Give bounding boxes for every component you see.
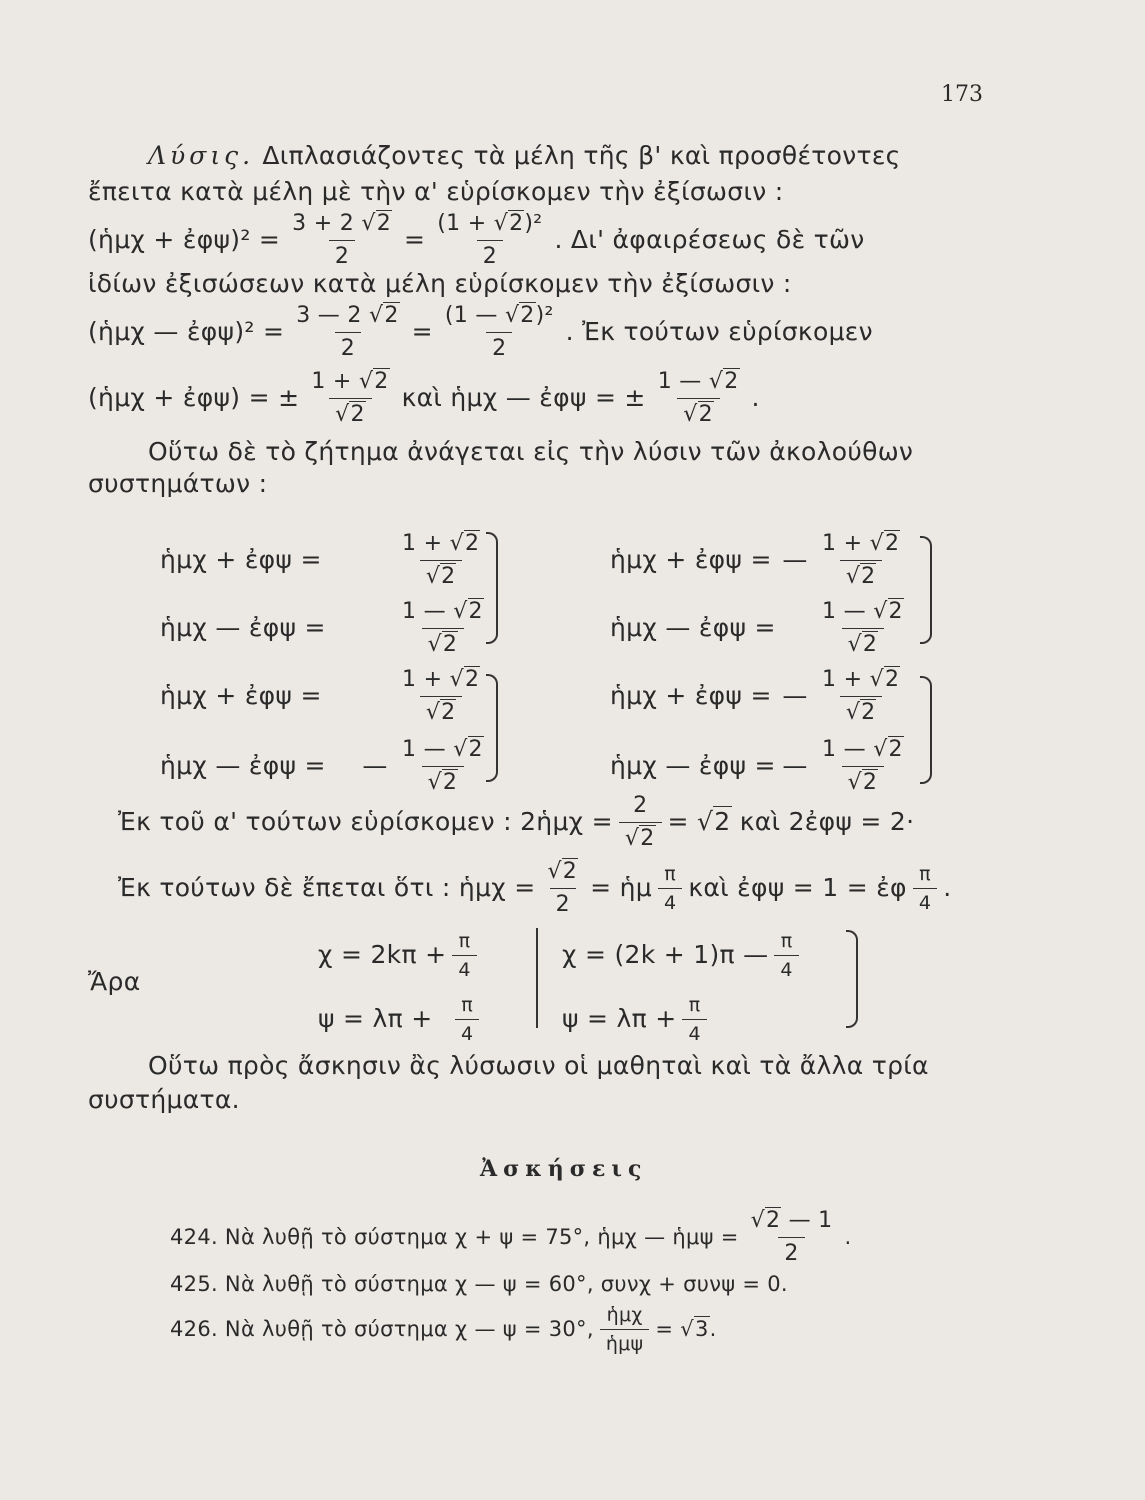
solution-label: Λύσις. [148, 141, 255, 170]
system-equation-3: ἡμχ + ἐφψ = — $\frac{1 + √2}{√2}$ [610, 530, 900, 589]
exercise-425: 425. Νὰ λυθῇ τὸ σύστημα χ — ψ = 60°, συνχ + συνψ = 0. [170, 1272, 788, 1296]
equation-first-system: Ἐκ τοῦ α' τούτων εὑρίσκομεν : 2ἡμχ = $\frac{2}{√2}$ = √2 καὶ 2ἐφψ = 2· [118, 792, 915, 851]
equation-plus-minus: (ἡμχ + ἐφψ) = ± $\frac{1 + √2}{√2}$ καὶ ἡμχ — ἐφψ = ± $\frac{1 — √2}{√2}$ . [88, 368, 760, 427]
ara-row-2-right: ψ = λπ + $\frac{\pi}{4}$ [562, 990, 713, 1048]
intro-line-1: Λύσις. Διπλασιάζοντες τὰ μέλη τῆς β' καὶ προσθέτοντες [148, 141, 901, 170]
equation-sum-squared: (ἡμχ + ἐφψ)² = $\frac{3 + 2 √2}{2}$ = $\frac{\text{(1 + √2)²}}{2}$ . Δι' ἀφαιρέσεως δὲ τῶν [88, 210, 865, 269]
ara-label: Ἄρα [88, 967, 141, 996]
brace-system-4 [920, 676, 932, 784]
ara-divider [536, 928, 538, 1028]
system-equation-1: ἡμχ + ἐφψ = $\frac{1 + √2}{√2}$ [160, 530, 480, 589]
equation-diff-squared: (ἡμχ — ἐφψ)² = $\frac{3 — 2 √2}{2}$ = $\frac{\text{(1 — √2)²}}{2}$ . Ἐκ τούτων εὑρίσκομεν [88, 302, 873, 361]
system-equation-2: ἡμχ — ἐφψ = $\frac{1 — √2}{√2}$ [160, 598, 483, 657]
para2-line-1: Οὕτω δὲ τὸ ζήτημα ἀνάγεται εἰς τὴν λύσιν τῶν ἀκολούθων [148, 437, 914, 466]
brace-system-2 [920, 536, 932, 644]
exercise-424: 424. Νὰ λυθῇ τὸ σύστημα χ + ψ = 75°, ἡμχ — ἡμψ = $\frac{√2 — 1}{2}$ . [170, 1207, 852, 1266]
system-equation-4: ἡμχ — ἐφψ = $\frac{1 — √2}{√2}$ [610, 598, 903, 657]
line-idion: ἰδίων ἐξισώσεων κατὰ μέλη εὑρίσκομεν τὴν ἐξίσωσιν : [88, 269, 792, 298]
ara-row-2-left: ψ = λπ + $\frac{\pi}{4}$ [318, 990, 485, 1048]
intro-line-2: ἔπειτα κατὰ μέλη μὲ τὴν α' εὑρίσκομεν τὴν ἐξίσωσιν : [88, 177, 784, 206]
page-number: 173 [941, 82, 983, 107]
system-equation-5: ἡμχ + ἐφψ = $\frac{1 + √2}{√2}$ [160, 666, 480, 725]
system-equation-6: ἡμχ — ἐφψ = — $\frac{1 — √2}{√2}$ [160, 736, 483, 795]
exercise-426: 426. Νὰ λυθῇ τὸ σύστημα χ — ψ = 30°, $\frac{\text{ἡμχ}}{\text{ἡμψ}}$ = √3 . [170, 1303, 717, 1355]
exercises-heading: Ἀσκήσεις [480, 1156, 648, 1182]
para3-line-1: Οὕτω πρὸς ἄσκησιν ἂς λύσωσιν οἱ μαθηταὶ καὶ τὰ ἄλλα τρία [148, 1051, 929, 1080]
equation-consequence: Ἐκ τούτων δὲ ἔπεται ὅτι : ἡμχ = $\frac{√2}{2}$ = ἡμ $\frac{\pi}{4}$ καὶ ἐφψ = 1 = ἐφ $\frac{\pi}{4}$ . [118, 858, 952, 917]
system-equation-8: ἡμχ — ἐφψ = — $\frac{1 — √2}{√2}$ [610, 736, 903, 795]
para3-line-2: συστήματα. [88, 1085, 240, 1114]
para2-line-2: συστημάτων : [88, 469, 268, 498]
system-equation-7: ἡμχ + ἐφψ = — $\frac{1 + √2}{√2}$ [610, 666, 900, 725]
ara-row-1-right: χ = (2k + 1)π — $\frac{\pi}{4}$ [562, 926, 805, 984]
ara-row-1-left: χ = 2kπ + $\frac{\pi}{4}$ [318, 926, 483, 984]
brace-ara [846, 930, 858, 1028]
